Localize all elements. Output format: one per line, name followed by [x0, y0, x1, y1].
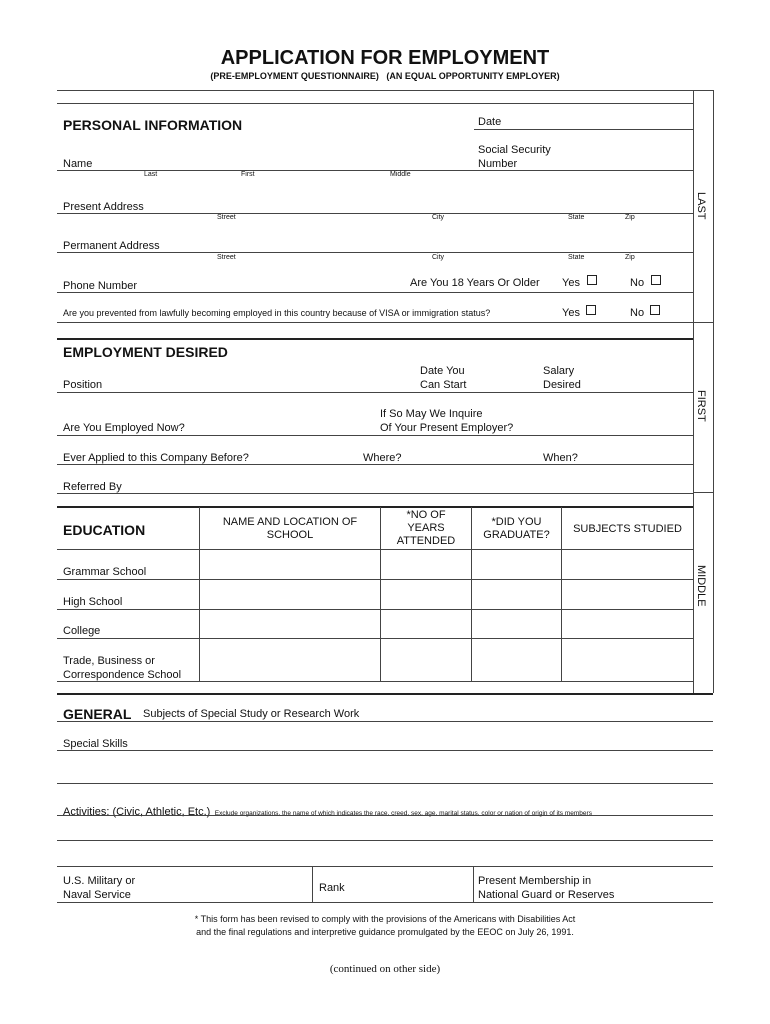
edu-row-line-3 [57, 638, 693, 639]
military-top-line [57, 866, 713, 867]
col-school-header-line2: SCHOOL [266, 529, 314, 541]
ssn-label-2: Number [478, 158, 518, 170]
edu-table-bottom [57, 681, 693, 682]
position-line[interactable] [57, 392, 693, 393]
street-caption: Street [217, 254, 236, 261]
edu-row-trade-2: Correspondence School [63, 669, 182, 681]
footnote-line-1: * This form has been revised to comply with the provisions of the Americans with Disabilities Act [194, 914, 576, 924]
activities-line-2[interactable] [57, 840, 713, 841]
employed-now-line[interactable] [57, 435, 693, 436]
continued-note: (continued on other side) [329, 963, 441, 975]
employed-now-label: Are You Employed Now? [63, 422, 185, 434]
zip-caption: Zip [625, 214, 635, 221]
zip-caption: Zip [625, 254, 635, 261]
middle-caption: Middle [390, 171, 411, 178]
visa-no-checkbox[interactable] [650, 305, 660, 315]
military-label-1: U.S. Military or [63, 875, 136, 887]
side-divider-2 [693, 492, 713, 493]
edu-row-line-1 [57, 579, 693, 580]
side-tab-middle: MIDDLE [695, 565, 707, 607]
start-date-label-1: Date You [420, 365, 465, 377]
edu-row-high: High School [63, 596, 123, 608]
guard-label-2: National Guard or Reserves [478, 889, 615, 901]
phone-label: Phone Number [63, 280, 137, 292]
ssn-label-1: Social Security [478, 144, 551, 156]
date-line[interactable] [474, 129, 693, 130]
visa-yes-checkbox[interactable] [586, 305, 596, 315]
guard-label-1: Present Membership in [478, 875, 592, 887]
date-label: Date [478, 116, 502, 128]
age-yes-checkbox[interactable] [587, 275, 597, 285]
side-column-right-border [713, 90, 714, 693]
general-heading: GENERAL [63, 706, 132, 722]
state-caption: State [568, 254, 585, 261]
street-caption: Street [217, 214, 236, 221]
col-subjects-header: SUBJECTS STUDIED [573, 523, 682, 535]
col-years-header-line2: YEARS [407, 522, 445, 534]
visa-no-label: No [630, 307, 645, 319]
education-section-rule [57, 506, 693, 508]
military-label-2: Naval Service [63, 889, 131, 901]
age-question: Are You 18 Years Or Older [410, 277, 540, 289]
side-tab-last: LAST [695, 192, 707, 220]
city-caption: City [432, 214, 445, 221]
when-label: When? [543, 452, 578, 464]
footnote-line-2: and the final regulations and interpretive guidance promulgated by the EEOC on July 26, 1991. [196, 927, 574, 937]
inquire-label-2: Of Your Present Employer? [380, 422, 514, 434]
visa-yes-label: Yes [562, 307, 580, 319]
referred-by-label: Referred By [63, 481, 122, 493]
activities-label [63, 802, 592, 820]
military-divider-1 [312, 866, 313, 902]
activities-text: Activities: (Civic, Athletic, Etc.) [63, 806, 211, 818]
inquire-label-1: If So May We Inquire [380, 408, 483, 420]
applied-before-label: Ever Applied to this Company Before? [63, 452, 249, 464]
edu-col-3 [471, 507, 472, 681]
form-subtitle: (PRE-EMPLOYMENT QUESTIONNAIRE) (AN EQUAL OPPORTUNITY EMPLOYER) [210, 71, 560, 81]
special-skills-label: Special Skills [63, 738, 128, 750]
salary-label-1: Salary [543, 365, 575, 377]
side-divider-1 [693, 322, 713, 323]
general-section-rule [57, 693, 713, 695]
last-caption: Last [144, 171, 158, 178]
where-label: Where? [363, 452, 402, 464]
present-address-label: Present Address [63, 201, 144, 213]
col-graduate-header [472, 516, 561, 541]
start-date-label-2: Can Start [420, 379, 467, 391]
referred-by-line[interactable] [57, 493, 693, 494]
col-school-header-line1: NAME AND LOCATION OF [222, 516, 358, 528]
city-caption: City [432, 254, 445, 261]
col-graduate-header-line2: GRADUATE? [483, 529, 550, 541]
edu-col-4 [561, 507, 562, 681]
permanent-address-label: Permanent Address [63, 240, 160, 252]
military-bottom-line [57, 902, 713, 903]
activities-line[interactable] [57, 815, 713, 816]
special-study-line[interactable] [57, 721, 713, 722]
side-tab-first: FIRST [695, 390, 707, 422]
special-study-label: Subjects of Special Study or Research Work [143, 708, 360, 720]
form-title: APPLICATION FOR EMPLOYMENT [220, 47, 550, 69]
visa-question: Are you prevented from lawfully becoming employed in this country because of VISA or immigration status? [63, 308, 491, 318]
col-years-header-line3: ATTENDED [396, 535, 456, 547]
special-skills-line[interactable] [57, 750, 713, 751]
personal-info-heading: PERSONAL INFORMATION [63, 117, 243, 133]
edu-header-bottom [57, 549, 693, 550]
salary-label-2: Desired [543, 379, 581, 391]
age-yes-label: Yes [562, 277, 580, 289]
name-label: Name [63, 158, 93, 170]
first-caption: First [241, 171, 255, 178]
activities-note: Exclude organizations, the name of which indicates the race, creed, sex, age, marital status, color or nation of origin of its members [214, 810, 592, 817]
edu-row-line-2 [57, 609, 693, 610]
edu-row-grammar: Grammar School [63, 566, 147, 578]
employment-heading: EMPLOYMENT DESIRED [63, 344, 228, 360]
edu-col-1 [199, 507, 200, 681]
edu-col-2 [380, 507, 381, 681]
permanent-address-line[interactable] [57, 252, 693, 253]
edu-row-trade-1: Trade, Business or [63, 655, 155, 667]
col-graduate-header-line1: *DID YOU [491, 516, 542, 528]
applied-before-line[interactable] [57, 464, 693, 465]
side-column-left-border [693, 90, 694, 693]
visa-line [57, 322, 693, 323]
col-years-header [381, 509, 471, 547]
top-rule [57, 90, 713, 91]
position-label: Position [63, 379, 103, 391]
phone-line[interactable] [57, 292, 693, 293]
age-no-label: No [630, 277, 645, 289]
military-divider-2 [473, 866, 474, 902]
col-school-header [200, 516, 380, 541]
age-no-checkbox[interactable] [651, 275, 661, 285]
edu-row-college: College [63, 625, 101, 637]
employment-section-rule [57, 338, 693, 340]
present-address-line[interactable] [57, 213, 693, 214]
education-heading: EDUCATION [63, 522, 146, 538]
top-rule-2 [57, 103, 693, 104]
state-caption: State [568, 214, 585, 221]
special-skills-line-2[interactable] [57, 783, 713, 784]
col-years-header-line1: *NO OF [406, 509, 446, 521]
rank-label: Rank [319, 882, 345, 894]
